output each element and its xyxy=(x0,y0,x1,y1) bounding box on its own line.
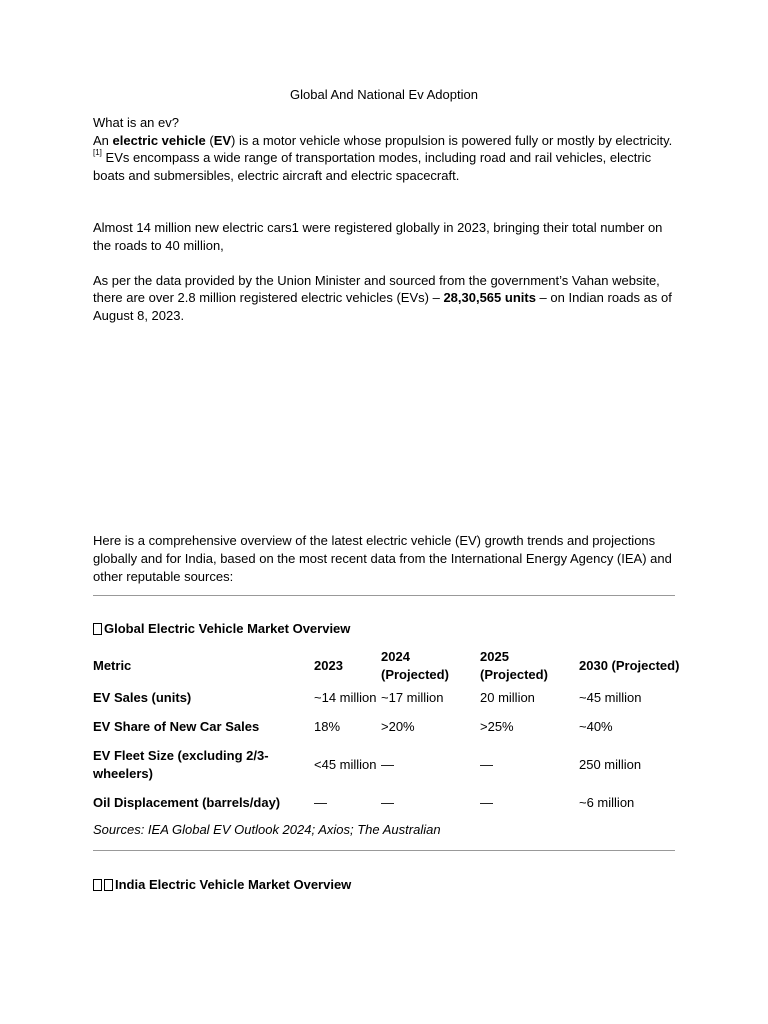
table-header-cell: Metric xyxy=(93,657,132,673)
table-row xyxy=(93,712,683,741)
document-title: Global And National Ev Adoption xyxy=(290,87,478,102)
definition-paragraph xyxy=(93,132,675,185)
definition-rest: ) is a motor vehicle whose propulsion is powered fully or mostly by electricity. xyxy=(231,132,673,148)
india-stat-before: As per the data provided by the Union Minister and sourced from the government’s Vahan website, there are over 2.8 million registered electric vehicles (EVs) – xyxy=(93,272,660,306)
table-cell: ~6 million xyxy=(579,795,635,811)
table-cell-metric: EV Share of New Car Sales xyxy=(93,719,260,735)
india-section-heading xyxy=(93,876,675,894)
table-cell: — xyxy=(314,795,327,811)
table-cell: <45 million xyxy=(314,757,377,773)
globe-icon xyxy=(93,623,102,635)
sources-note: Sources: IEA Global EV Outlook 2024; Axios; The Australian xyxy=(93,822,441,838)
footnote-link[interactable]: [1] xyxy=(93,148,102,158)
table-header-row xyxy=(93,648,683,683)
table-cell: >25% xyxy=(480,719,514,735)
table-header-cell: 2024 (Projected) xyxy=(381,649,449,682)
intro-paragraph: Here is a comprehensive overview of the latest electric vehicle (EV) growth trends and projections globally and for India, based on the most recent data from the International Energy Agency (IEA) and other reputable sources: xyxy=(93,533,672,584)
table-cell: ~40% xyxy=(579,719,613,735)
flag-icon xyxy=(93,879,102,891)
table-cell: — xyxy=(381,757,394,773)
table-cell: — xyxy=(381,795,394,811)
india-stat-after: – on Indian roads as of August 8, 2023. xyxy=(93,290,672,323)
table-cell-metric: Oil Displacement (barrels/day) xyxy=(93,795,281,811)
table-cell-metric: EV Sales (units) xyxy=(93,690,192,706)
global-stat-paragraph: Almost 14 million new electric cars1 were registered globally in 2023, bringing their total number on the roads to 40 million, xyxy=(93,220,663,253)
question-heading: What is an ev? xyxy=(93,115,179,130)
table-header-cell: 2023 xyxy=(314,657,343,673)
india-stat-paragraph xyxy=(93,272,675,325)
table-row xyxy=(93,683,683,712)
global-ev-table xyxy=(93,648,683,817)
definition-abbr: EV xyxy=(213,132,232,148)
table-cell: — xyxy=(480,795,493,811)
definition-continuation: EVs encompass a wide range of transportation modes, including road and rail vehicles, electric boats and submersibles, electric aircraft and electric spacecraft. xyxy=(93,150,652,183)
flag-icon xyxy=(104,879,113,891)
definition-paren: ( xyxy=(205,132,214,148)
table-cell: 250 million xyxy=(579,757,642,773)
table-cell: — xyxy=(480,757,493,773)
table-header-cell: 2030 (Projected) xyxy=(579,657,680,673)
table-row xyxy=(93,788,683,817)
india-stat-units: 28,30,565 units xyxy=(443,290,536,306)
table-cell: 18% xyxy=(314,719,341,735)
document-page xyxy=(93,86,680,894)
table-header-cell: 2025 (Projected) xyxy=(480,649,548,682)
definition-prefix: An xyxy=(93,132,113,148)
definition-term: electric vehicle xyxy=(112,132,206,148)
table-cell: >20% xyxy=(381,719,415,735)
table-cell: 20 million xyxy=(480,690,535,706)
india-heading-text: India Electric Vehicle Market Overview xyxy=(115,877,352,893)
global-section-heading xyxy=(93,620,675,638)
table-cell: ~17 million xyxy=(381,690,444,706)
global-heading-text: Global Electric Vehicle Market Overview xyxy=(104,621,351,637)
table-cell: ~14 million xyxy=(314,690,377,706)
table-row xyxy=(93,741,683,788)
table-cell-metric: EV Fleet Size (excluding 2/3-wheelers) xyxy=(93,748,269,781)
table-cell: ~45 million xyxy=(579,690,642,706)
